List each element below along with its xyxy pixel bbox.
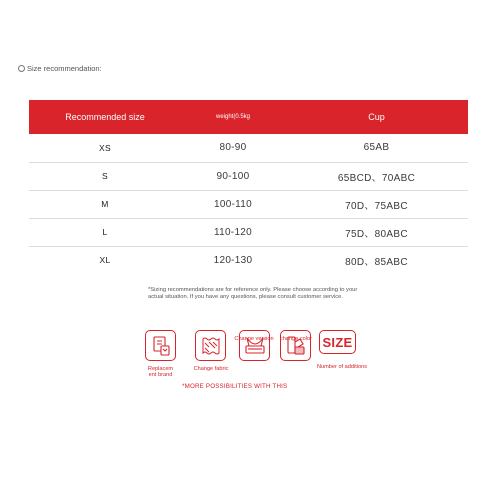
header-weight: weight(0.5kg (215, 114, 251, 120)
option-label: Change version (234, 336, 274, 342)
size-option-label: Number of additions (317, 364, 368, 370)
option-label: Change fabric (193, 366, 229, 372)
size-word: SIZE (322, 334, 353, 350)
customization-options (144, 330, 374, 390)
weight-cell: 90-100 (216, 170, 250, 182)
cup-cell: 65BCD、70ABC (337, 172, 416, 184)
table-row (29, 162, 468, 190)
option-label: Replacem ent brand (147, 366, 174, 379)
more-possibilities-text: *MORE POSSIBILITIES WITH THIS (182, 383, 288, 390)
weight-cell: 80-90 (219, 142, 247, 154)
size-recommendation-heading (18, 64, 102, 73)
option-label: change color (279, 336, 313, 342)
header-cup: Cup (368, 112, 385, 122)
cup-cell: 80D、85ABC (345, 256, 408, 268)
option-change-color[interactable] (280, 330, 311, 361)
cup-cell: 75D、80ABC (345, 228, 408, 240)
size-cell: S (102, 171, 108, 181)
note-line-2: actual situation. If you have any questions, please consult customer service. (148, 294, 343, 301)
option-size-additions[interactable] (319, 330, 356, 354)
weight-cell: 110-120 (213, 226, 253, 238)
heading-text: Size recommendation: (27, 64, 102, 73)
size-cell: XL (99, 255, 111, 266)
header-recommended-size: Recommended size (65, 112, 145, 122)
sizing-note (148, 287, 418, 301)
size-cell: M (101, 199, 109, 209)
option-replacement-brand[interactable] (145, 330, 176, 379)
table-header-row (29, 100, 468, 134)
table-row (29, 134, 468, 162)
size-cell: L (102, 227, 108, 237)
size-table (29, 100, 468, 274)
circle-icon (18, 65, 25, 72)
cup-cell: 65AB (363, 142, 390, 154)
table-row (29, 218, 468, 246)
option-change-version[interactable] (234, 330, 274, 361)
size-text-icon (319, 330, 356, 354)
fabric-icon (195, 330, 226, 361)
weight-cell: 100-110 (213, 198, 253, 210)
weight-cell: 120-130 (213, 254, 253, 266)
palette-icon (280, 330, 311, 361)
table-row (29, 246, 468, 274)
size-cell: XS (99, 142, 111, 153)
cup-cell: 70D、75ABC (345, 200, 408, 212)
option-change-fabric[interactable] (193, 330, 229, 372)
table-row (29, 190, 468, 218)
replacement-brand-icon (145, 330, 176, 361)
garment-icon (239, 330, 270, 361)
note-line-1: *Sizing recommendations are for reference only. Please choose according to your (148, 287, 358, 293)
